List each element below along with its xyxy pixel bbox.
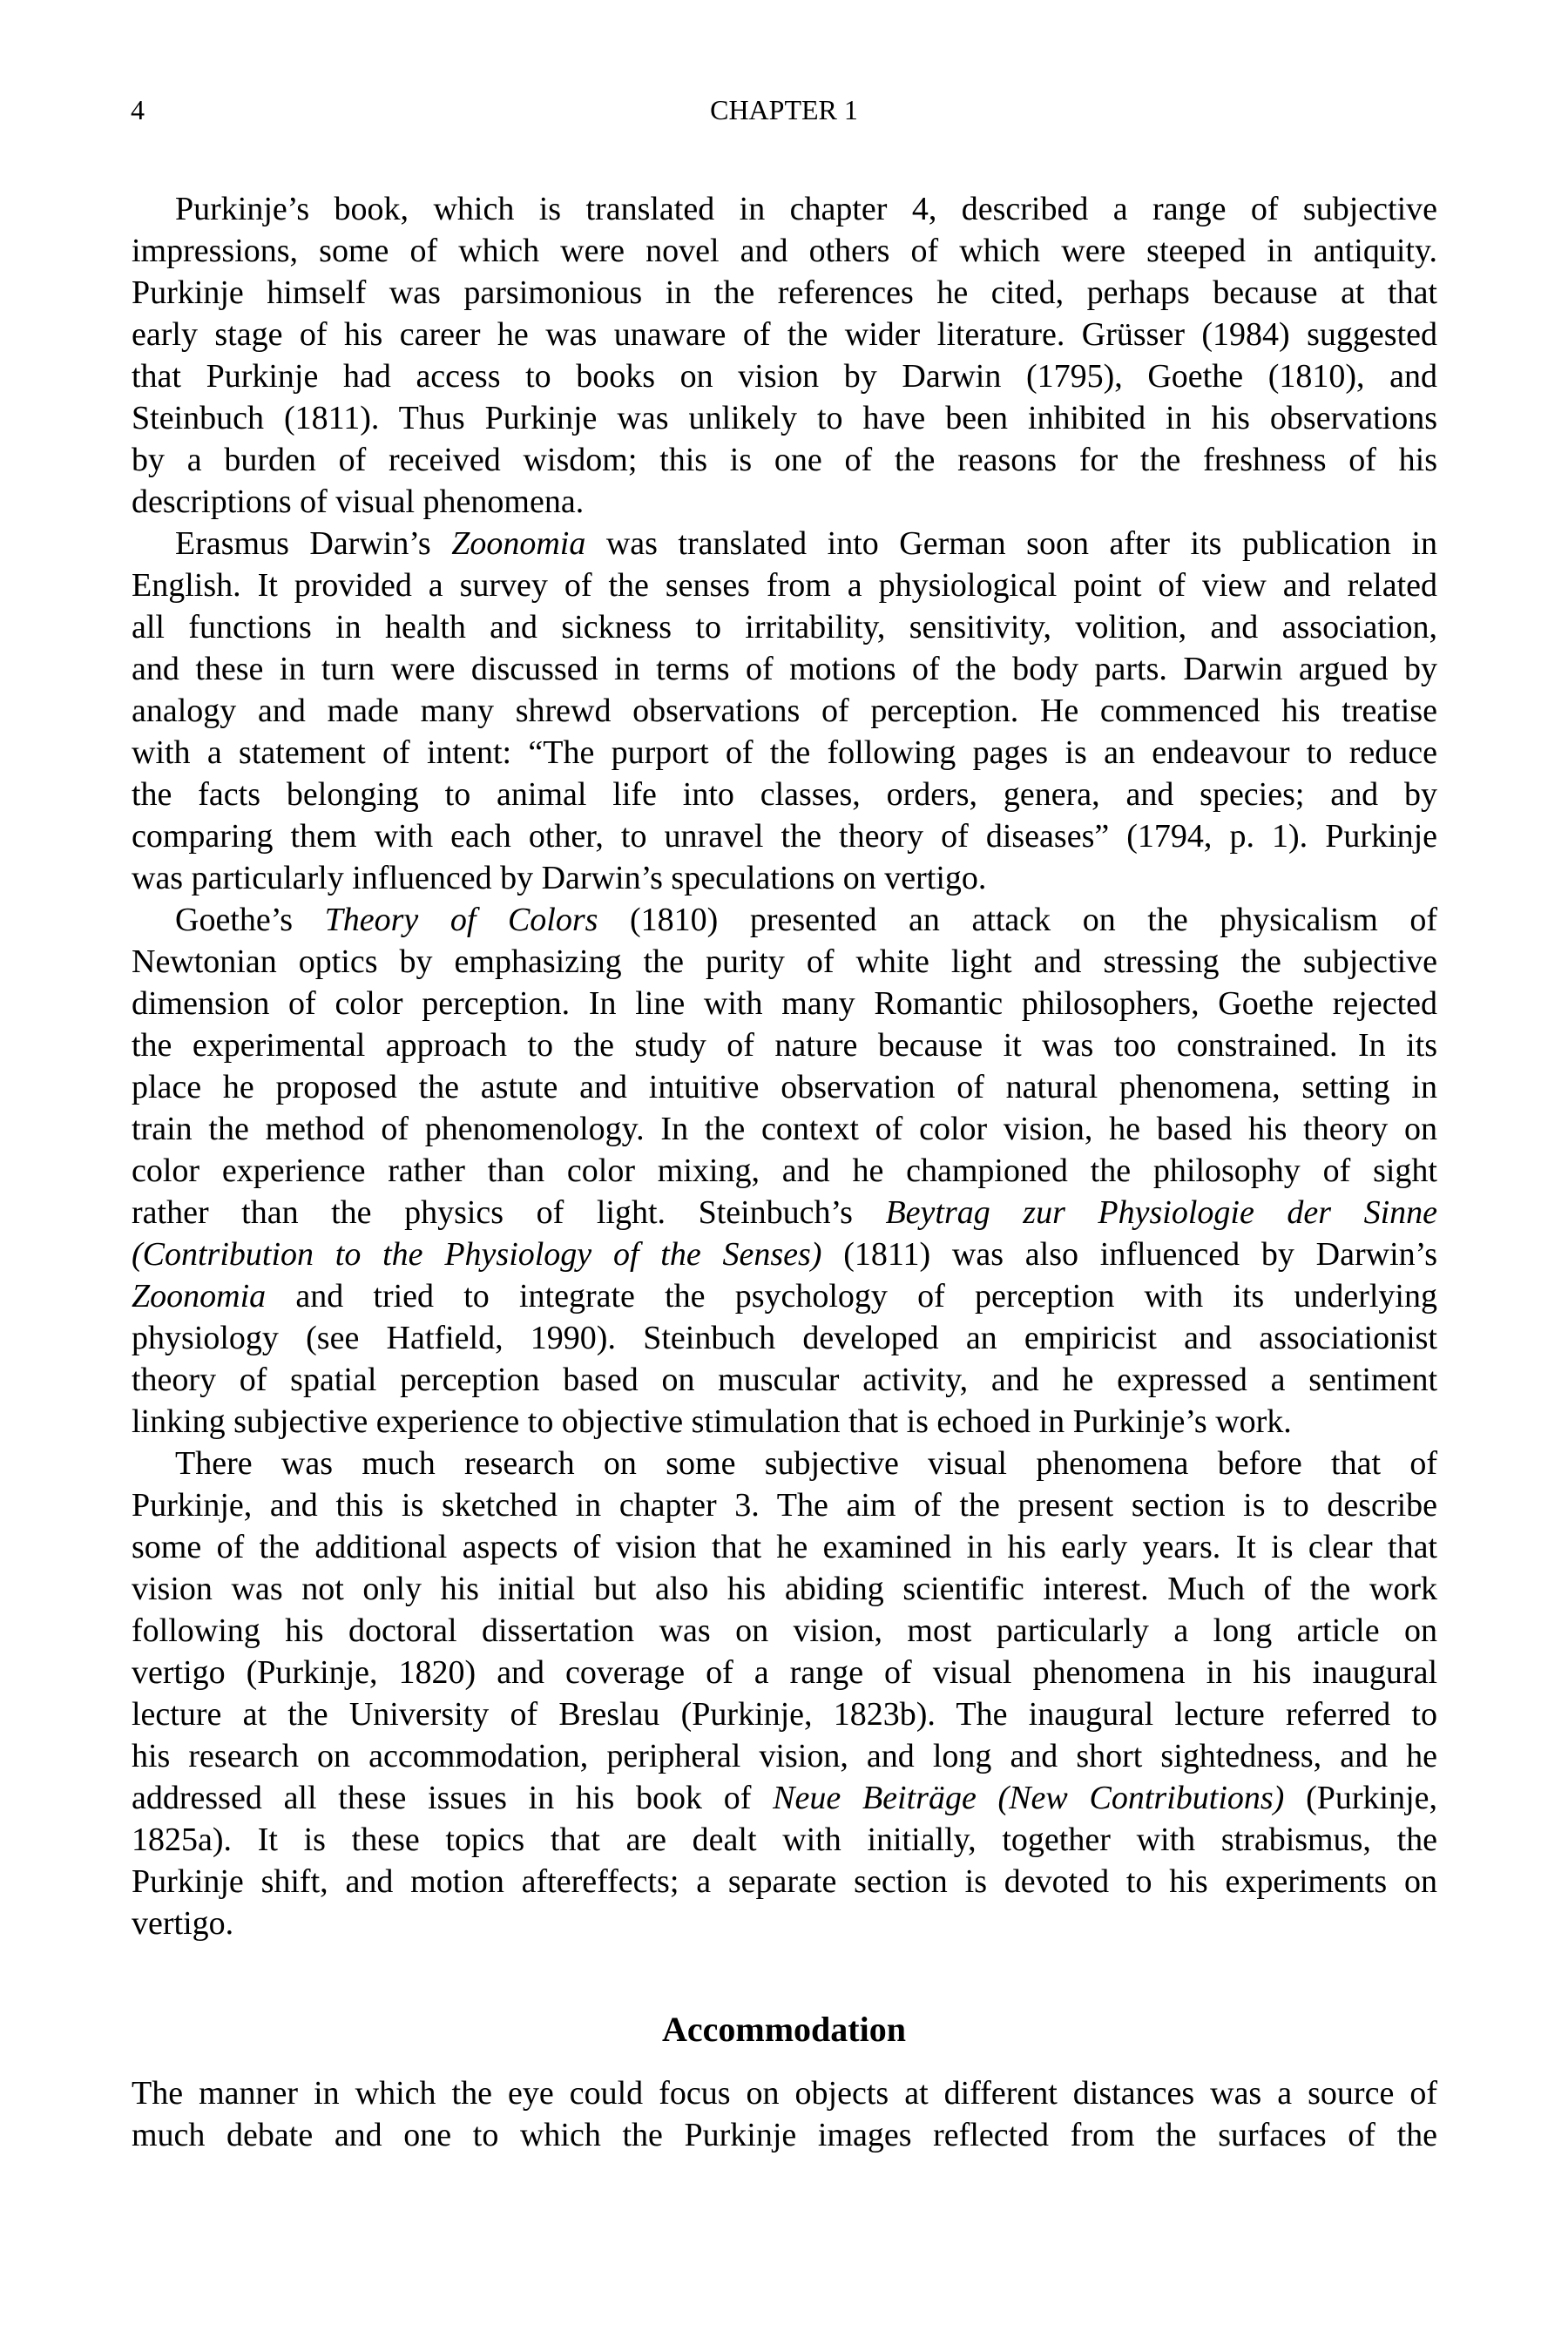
text-run: (1811) was also influenced by Darwin’s <box>821 1236 1437 1273</box>
text-line <box>132 1610 1437 1652</box>
text-run: Purkinje shift, and motion aftereffects; a separate section is devoted to his experiments on <box>132 1863 1437 1900</box>
text-run: English. It provided a survey of the senses from a physiological point of view and related <box>132 567 1437 604</box>
text-run: addressed all these issues in his book of <box>132 1780 774 1816</box>
text-run: Purkinje’s book, which is translated in chapter 4, described a range of subjective <box>175 191 1437 227</box>
text-line <box>132 2114 1437 2156</box>
text-line <box>132 1777 1437 1819</box>
text-run: analogy and made many shrewd observations of perception. He commenced his treatise <box>132 693 1437 729</box>
text-line <box>132 690 1437 732</box>
paragraph <box>132 1443 1437 1944</box>
text-run: theory of spatial perception based on muscular activity, and he expressed a sentiment <box>132 1362 1437 1398</box>
text-run: the experimental approach to the study of nature because it was too constrained. In its <box>132 1027 1437 1064</box>
text-run: color experience rather than color mixing, and he championed the philosophy of sight <box>132 1152 1437 1189</box>
text-line <box>132 732 1437 774</box>
text-line <box>132 1819 1437 1861</box>
text-run: descriptions of visual phenomena. <box>132 483 585 520</box>
text-run: Purkinje, and this is sketched in chapter 3. The aim of the present section is to describe <box>132 1487 1437 1524</box>
text-line <box>132 774 1437 815</box>
text-line <box>132 648 1437 690</box>
text-run: train the method of phenomenology. In the context of color vision, he based his theory on <box>132 1111 1437 1147</box>
text-run: Purkinje himself was parsimonious in the references he cited, perhaps because at that <box>132 274 1437 311</box>
text-line <box>132 1735 1437 1777</box>
text-run: lecture at the University of Breslau (Purkinje, 1823b). The inaugural lecture referred to <box>132 1696 1437 1733</box>
text-line <box>132 1359 1437 1401</box>
text-run: that Purkinje had access to books on vision by Darwin (1795), Goethe (1810), and <box>132 358 1437 395</box>
text-line <box>132 481 1437 523</box>
text-line <box>132 606 1437 648</box>
text-line <box>132 188 1437 230</box>
text-run: There was much research on some subjective visual phenomena before that of <box>175 1445 1437 1482</box>
text-run: dimension of color perception. In line with many Romantic philosophers, Goethe rejected <box>132 985 1437 1022</box>
text-line <box>132 1192 1437 1233</box>
text-run: rather than the physics of light. Steinbuch’s <box>132 1194 886 1231</box>
text-run: comparing them with each other, to unravel the theory of diseases” (1794, p. 1). Purkinje <box>132 818 1437 855</box>
text-run: was particularly influenced by Darwin’s speculations on vertigo. <box>132 860 987 896</box>
text-run: Goethe’s <box>175 902 325 938</box>
text-run: Newtonian optics by emphasizing the purity of white light and stressing the subjective <box>132 943 1437 980</box>
text-run: linking subjective experience to objective stimulation that is echoed in Purkinje’s work. <box>132 1403 1292 1440</box>
text-line <box>132 941 1437 983</box>
text-line <box>132 2072 1437 2114</box>
text-run: and these in turn were discussed in terms of motions of the body parts. Darwin argued by <box>132 651 1437 687</box>
text-line <box>132 1652 1437 1693</box>
text-line <box>132 1903 1437 1944</box>
text-run: all functions in health and sickness to irritability, sensitivity, volition, and association, <box>132 609 1437 645</box>
text-run: with a statement of intent: “The purport of the following pages is an endeavour to reduce <box>132 734 1437 771</box>
text-line <box>132 314 1437 355</box>
text-run: vertigo (Purkinje, 1820) and coverage of a range of visual phenomena in his inaugural <box>132 1654 1437 1691</box>
text-run: vertigo. <box>132 1905 234 1942</box>
paragraph <box>132 899 1437 1443</box>
paragraph <box>132 523 1437 899</box>
italic-title: Beytrag zur Physiologie der Sinne <box>885 1194 1437 1231</box>
text-line <box>132 1568 1437 1610</box>
italic-title: Neue Beiträge (New Contributions) <box>773 1780 1285 1816</box>
text-line <box>132 1693 1437 1735</box>
italic-title: Zoonomia <box>451 525 586 562</box>
text-line <box>132 1401 1437 1443</box>
text-line <box>132 983 1437 1024</box>
text-line <box>132 1233 1437 1275</box>
text-run: early stage of his career he was unaware of the wider literature. Grüsser (1984) suggested <box>132 316 1437 353</box>
text-line <box>132 1275 1437 1317</box>
text-run: the facts belonging to animal life into classes, orders, genera, and species; and by <box>132 776 1437 813</box>
text-run: and tried to integrate the psychology of perception with its underlying <box>266 1278 1437 1315</box>
italic-title: (Contribution to the Physiology of the Senses) <box>132 1236 822 1273</box>
paragraph <box>132 188 1437 523</box>
running-head <box>131 91 1437 129</box>
page-number: 4 <box>131 94 145 125</box>
text-run: by a burden of received wisdom; this is one of the reasons for the freshness of his <box>132 442 1437 478</box>
main-body-text <box>132 188 1437 1944</box>
italic-title: Theory of Colors <box>324 902 598 938</box>
text-run: impressions, some of which were novel and others of which were steeped in antiquity. <box>132 233 1437 269</box>
text-run: following his doctoral dissertation was on vision, most particularly a long article on <box>132 1612 1437 1649</box>
text-line <box>132 815 1437 857</box>
text-line <box>132 1317 1437 1359</box>
text-line <box>132 1024 1437 1066</box>
italic-title: Zoonomia <box>132 1278 267 1315</box>
text-run: 1825a). It is these topics that are dealt with initially, together with strabismus, the <box>132 1821 1437 1858</box>
text-run: some of the additional aspects of vision that he examined in his early years. It is clear that <box>132 1529 1437 1565</box>
text-run: vision was not only his initial but also his abiding scientific interest. Much of the work <box>132 1571 1437 1607</box>
text-line <box>132 564 1437 606</box>
text-line <box>132 1108 1437 1150</box>
text-line <box>132 1443 1437 1484</box>
text-run: (Purkinje, <box>1284 1780 1437 1816</box>
text-line <box>132 857 1437 899</box>
text-line <box>132 899 1437 941</box>
section-heading: Accommodation <box>662 2010 906 2049</box>
text-line <box>132 1484 1437 1526</box>
text-run: Erasmus Darwin’s <box>175 525 452 562</box>
text-run: much debate and one to which the Purkinje images reflected from the surfaces of the <box>132 2117 1437 2153</box>
text-run: (1810) presented an attack on the physicalism of <box>598 902 1438 938</box>
text-run: place he proposed the astute and intuitive observation of natural phenomena, setting in <box>132 1069 1437 1105</box>
text-line <box>132 523 1437 564</box>
text-run: was translated into German soon after its publication in <box>585 525 1437 562</box>
text-line <box>132 397 1437 439</box>
text-run: his research on accommodation, peripheral vision, and long and short sightedness, and he <box>132 1738 1437 1774</box>
chapter-label: CHAPTER 1 <box>710 94 858 125</box>
text-line <box>132 355 1437 397</box>
text-line <box>132 1150 1437 1192</box>
text-run: Steinbuch (1811). Thus Purkinje was unlikely to have been inhibited in his observations <box>132 400 1437 436</box>
text-line <box>132 230 1437 272</box>
text-line <box>132 1066 1437 1108</box>
text-line <box>132 439 1437 481</box>
paragraph <box>132 2072 1437 2156</box>
text-line <box>132 272 1437 314</box>
text-line <box>132 1526 1437 1568</box>
text-run: The manner in which the eye could focus on objects at different distances was a source of <box>132 2075 1437 2112</box>
section-body-text <box>132 2072 1437 2156</box>
text-run: physiology (see Hatfield, 1990). Steinbuch developed an empiricist and associationist <box>132 1320 1437 1356</box>
text-line <box>132 1861 1437 1903</box>
